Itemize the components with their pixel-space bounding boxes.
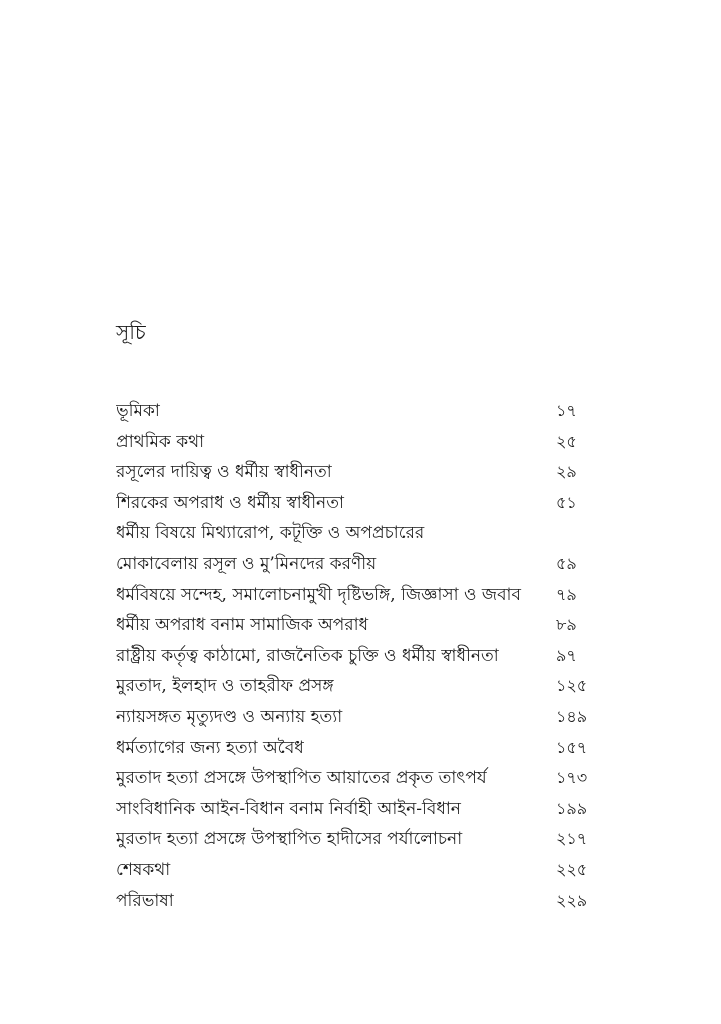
toc-entry: [116, 427, 596, 458]
toc-entry: [116, 733, 596, 764]
toc-entry-title: ভূমিকা: [116, 401, 160, 421]
toc-entry-page: ১৪৯: [556, 706, 588, 726]
toc-entry-title: ধর্মীয় বিষয়ে মিথ্যারোপ, কটূক্তি ও অপপ্রচারের: [116, 523, 425, 544]
toc-entry: [116, 518, 596, 549]
toc-entry-page: ১৫৭: [556, 737, 588, 757]
toc-entry: [116, 396, 596, 427]
toc-entry-page: ৮৯: [556, 615, 577, 635]
toc-entry: [116, 855, 596, 886]
toc-entry-page: ২২৯: [556, 890, 588, 910]
toc-entry: [116, 794, 596, 825]
toc-entry-page: ৫৯: [556, 553, 577, 573]
toc-entry-page: ১৯৯: [556, 798, 588, 818]
toc-entry-title: মুরতাদ হত্যা প্রসঙ্গে উপস্থাপিত আয়াতের প্রকৃত তাৎপর্য: [116, 768, 487, 789]
toc-entry-page: ৫১: [556, 492, 577, 512]
toc-entry-title: সাংবিধানিক আইন-বিধান বনাম নির্বাহী আইন-বিধান: [116, 798, 461, 819]
toc-entry-title: প্রাথমিক কথা: [116, 431, 205, 452]
toc-entry-title: ধর্মীয় অপরাধ বনাম সামাজিক অপরাধ: [116, 615, 369, 636]
toc-entry-title: শেষকথা: [116, 859, 171, 880]
toc-entry: [116, 886, 596, 917]
toc-entry: [116, 488, 596, 519]
toc-entry: [116, 610, 596, 641]
toc-entry: [116, 702, 596, 733]
toc-entry-title: রাষ্ট্রীয় কর্তৃত্ব কাঠামো, রাজনৈতিক চুক্তি ও ধর্মীয় স্বাধীনতা: [116, 645, 499, 666]
toc-entry-page: ২২৫: [556, 859, 588, 879]
toc-entry-title: ধর্মবিষয়ে সন্দেহ, সমালোচনামুখী দৃষ্টিভঙ্গি, জিজ্ঞাসা ও জবাব: [116, 584, 521, 605]
toc-entry-title: মোকাবেলায় রসূল ও মু’মিনদের করণীয়: [116, 553, 377, 574]
toc-entry: [116, 641, 596, 672]
toc-entry-title: পরিভাষা: [116, 890, 174, 911]
toc-entry-title: ধর্মত্যাগের জন্য হত্যা অবৈধ: [116, 737, 304, 758]
toc-entry-page: ২১৭: [556, 829, 588, 849]
toc-entry: [116, 763, 596, 794]
toc-heading: সূচি: [116, 320, 146, 344]
toc-entry-page: ২৯: [556, 462, 577, 482]
toc-list: [116, 396, 596, 916]
toc-entry-page: ১৭: [556, 401, 577, 420]
toc-entry: [116, 824, 596, 855]
toc-entry: [116, 549, 596, 580]
toc-entry-title: শিরকের অপরাধ ও ধর্মীয় স্বাধীনতা: [116, 492, 344, 513]
toc-entry: [116, 671, 596, 702]
toc-entry-title: মুরতাদ হত্যা প্রসঙ্গে উপস্থাপিত হাদীসের পর্যালোচনা: [116, 829, 463, 850]
toc-entry-title: রসূলের দায়িত্ব ও ধর্মীয় স্বাধীনতা: [116, 462, 332, 483]
toc-entry-title: ন্যায়সঙ্গত মৃত্যুদণ্ড ও অন্যায় হত্যা: [116, 706, 343, 727]
toc-entry-page: ৭৯: [556, 584, 577, 604]
toc-entry-page: ১৭৩: [556, 768, 588, 788]
toc-entry: [116, 457, 596, 488]
toc-entry-page: ২৫: [556, 431, 577, 451]
toc-entry-page: ৯৭: [556, 645, 577, 665]
toc-entry-page: ১২৫: [556, 676, 588, 696]
toc-entry: [116, 580, 596, 611]
toc-entry-title: মুরতাদ, ইলহাদ ও তাহরীফ প্রসঙ্গ: [116, 676, 334, 697]
